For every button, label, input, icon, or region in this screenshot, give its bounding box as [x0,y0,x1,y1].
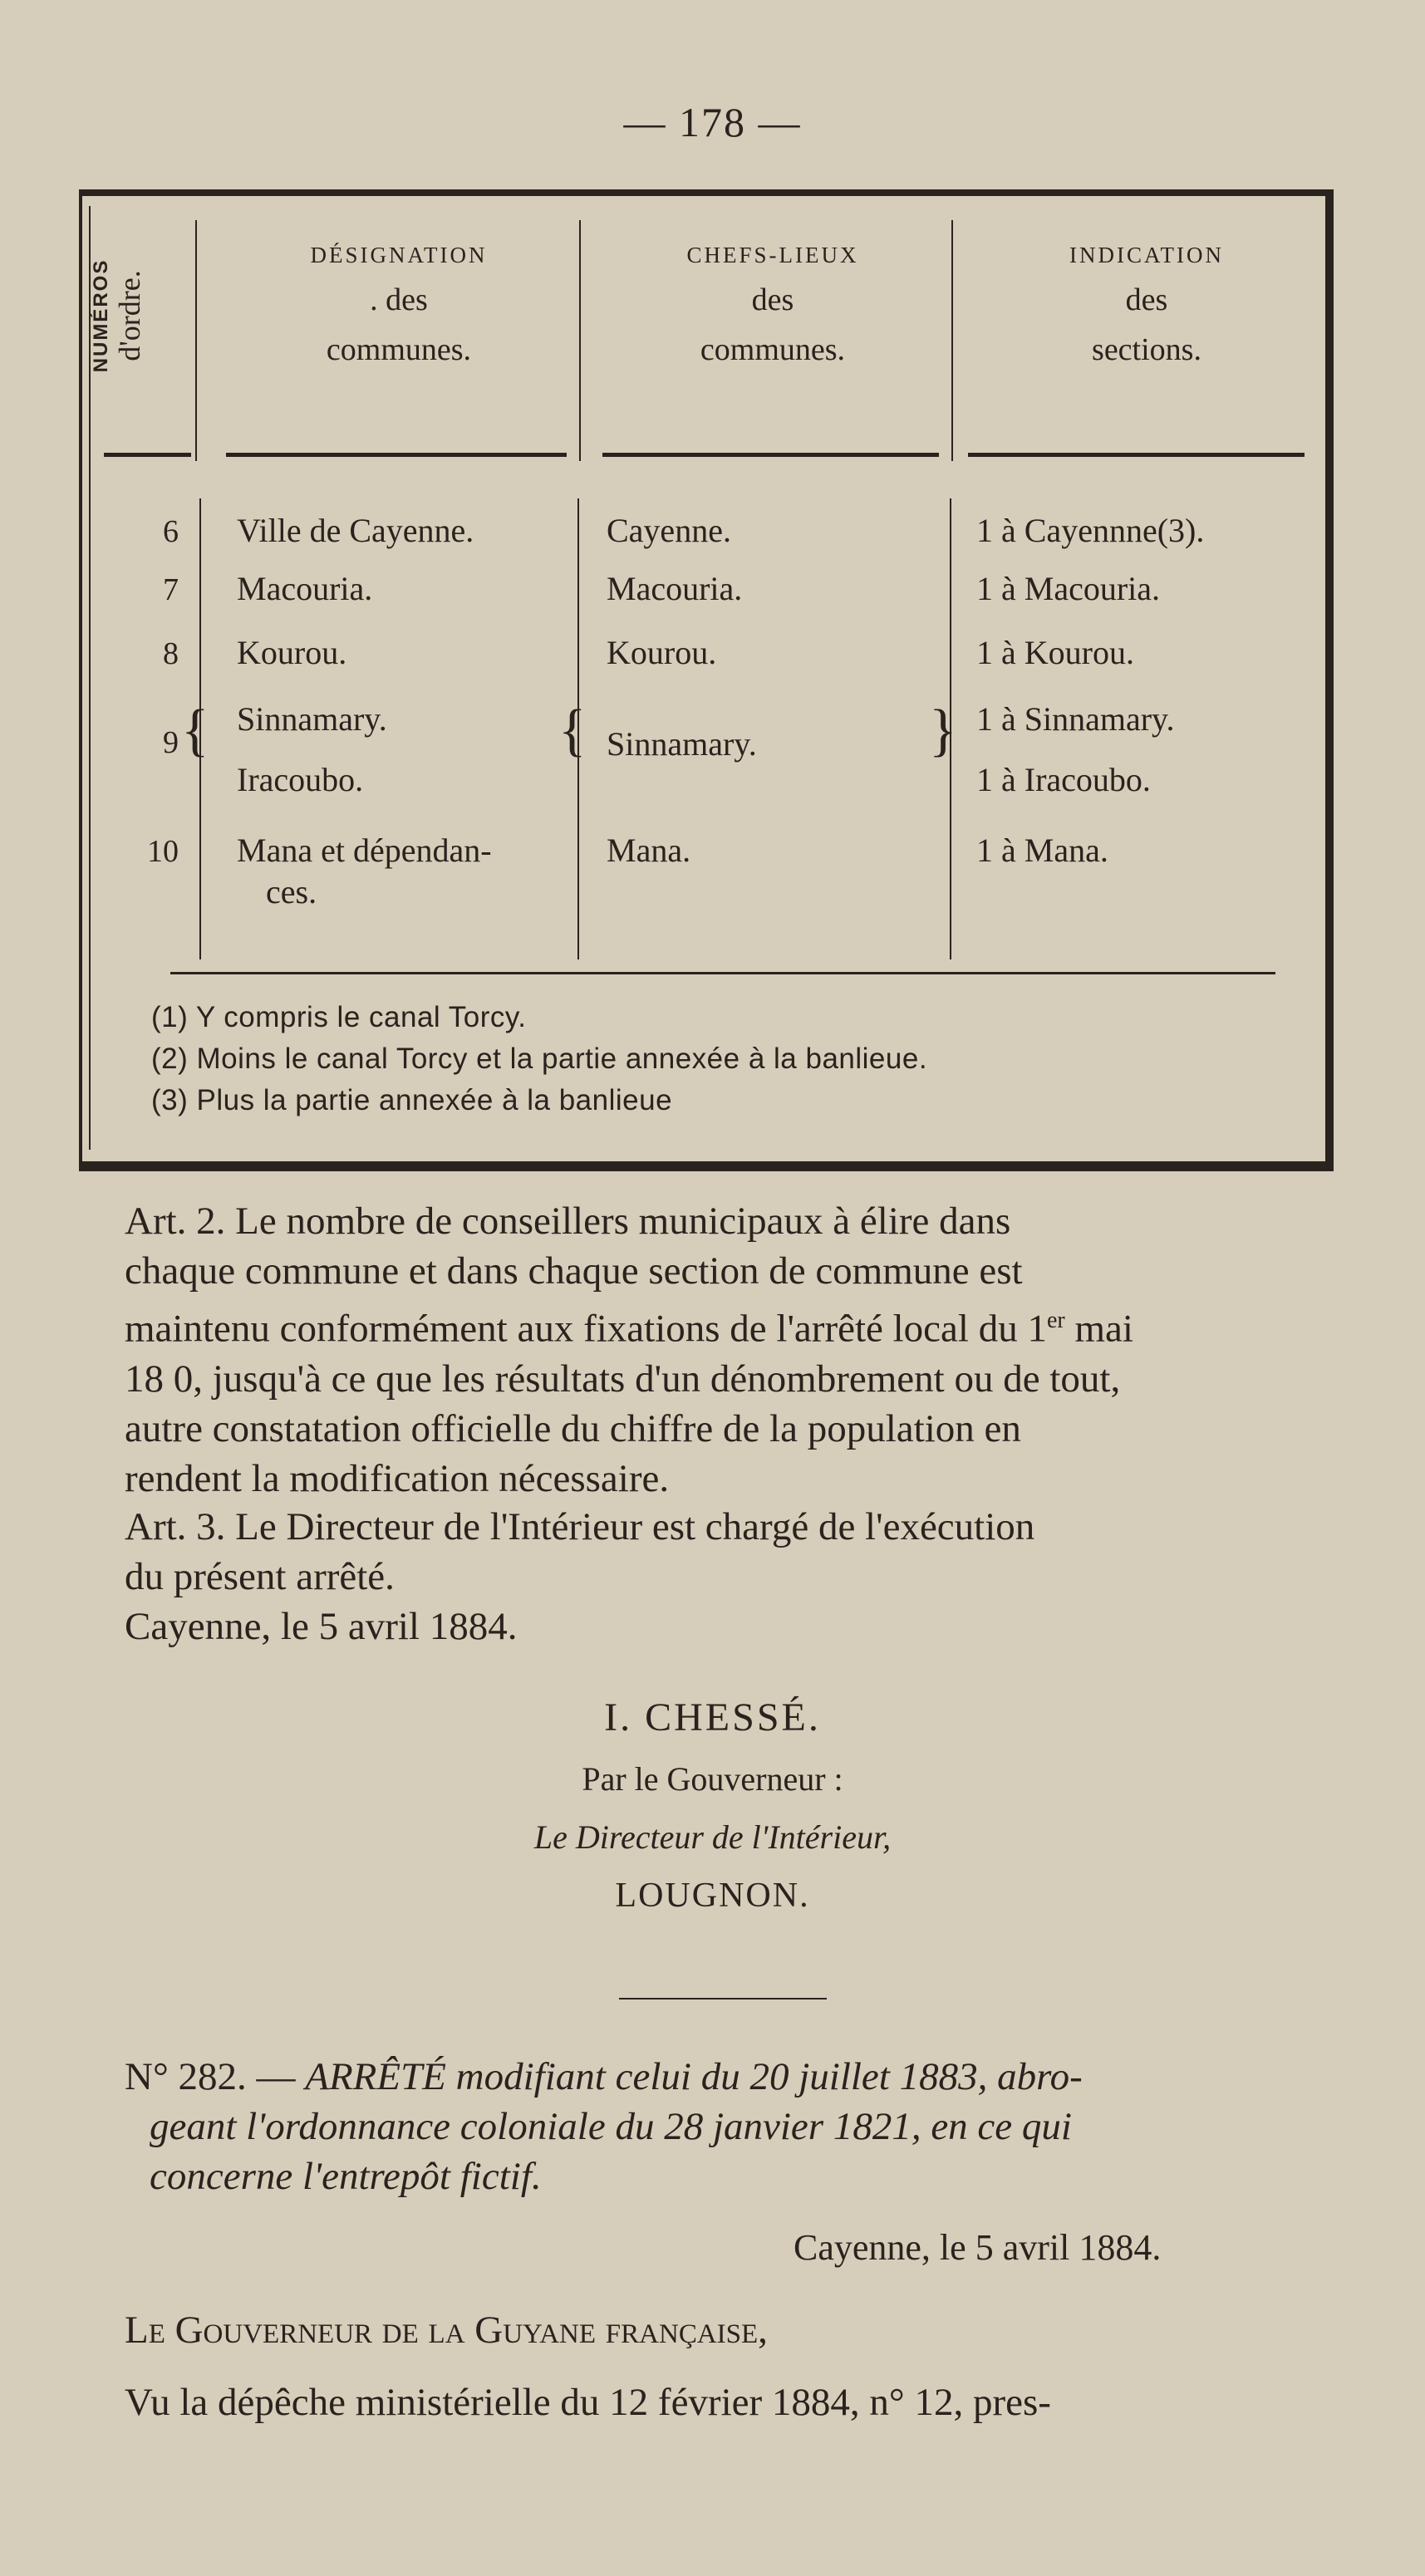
row-number: 10 [147,834,179,869]
art2-label: Art. 2. [125,1200,226,1243]
header-numeros-label: NUMÉROS [90,258,112,373]
art2-line3: maintenu conformément aux fixations de l'arrêté local du 1er mai [125,1307,1133,1351]
header-chefs-lieux-title: CHEFS-LIEUX [686,243,859,267]
art2-paragraph [125,1196,1329,1504]
row-section: 1 à Iracoubo. [976,761,1151,798]
art3-line2: du présent arrêté. [125,1555,395,1598]
vu-line: Vu la dépêche ministérielle du 12 février 1884, n° 12, pres- [125,2381,1051,2424]
header-rule [104,453,191,457]
row-number: 7 [163,572,179,607]
header-chefs-lieux-communes: communes. [700,332,846,367]
art2-line1: Le nombre de conseillers municipaux à élire dans [235,1200,1011,1243]
row-section: 1 à Cayennne(3). [976,512,1205,549]
row-commune-cont: ces. [266,873,317,910]
row-commune: Iracoubo. [237,761,364,798]
table-bottom-rule [170,972,1275,974]
header-chefs-lieux [582,243,964,368]
row-brace: { [558,699,587,763]
row-brace: } [929,699,957,763]
art2-line4: 18 0, jusqu'à ce que les résultats d'un dénombrement ou de tout, [125,1357,1121,1401]
gouverneur-line: Le Gouverneur de la Guyane française, [125,2309,768,2352]
art3-label: Art. 3. [125,1505,226,1548]
row-chef-lieu: Cayenne. [607,512,731,549]
row-brace: { [181,699,209,763]
row-number: 8 [163,636,179,671]
row-section: 1 à Kourou. [976,634,1134,671]
arrete-date: Cayenne, le 5 avril 1884. [794,2227,1162,2268]
header-indication-sections: sections. [1092,332,1201,367]
row-chef-lieu: Kourou. [607,634,717,671]
table-frame-bottom [79,1163,1334,1171]
row-chef-lieu: Macouria. [607,570,743,607]
signature-director: LOUGNON. [615,1877,810,1915]
art2-line2: chaque commune et dans chaque section de commune est [125,1249,1023,1293]
row-number: 9 [163,725,179,760]
arrete-title-l3: concerne l'entrepôt fictif. [150,2155,542,2198]
row-commune: Mana et dépendan- [237,832,492,869]
art3-paragraph [125,1502,1329,1602]
page-number: — 178 — [623,99,802,145]
date-signature-place: Cayenne, le 5 avril 1884. [125,1605,518,1648]
header-rule [226,453,567,457]
footnote: (1) Y compris le canal Torcy. [151,1001,527,1033]
header-designation [204,243,594,368]
header-indication [956,243,1338,368]
row-number: 6 [163,514,179,549]
row-section: 1 à Mana. [976,832,1108,869]
row-chef-lieu: Mana. [607,832,691,869]
art3-line1: Le Directeur de l'Intérieur est chargé de l'exécution [235,1505,1035,1548]
arrete-title-l1: ARRÊTÉ modifiant celui du 20 juillet 1883, abro- [305,2055,1083,2098]
header-indication-title: INDICATION [1069,243,1224,267]
header-rule [602,453,939,457]
header-chefs-lieux-des: des [751,282,794,317]
row-chef-lieu: Sinnamary. [607,725,757,763]
art2-line5: autre constatation officielle du chiffre de la population en [125,1406,1021,1450]
header-divider [951,220,953,461]
header-ordre-label: d'ordre. [113,270,146,361]
arrete-number: N° 282. [125,2055,247,2098]
header-designation-des: . des [370,282,428,317]
row-commune: Sinnamary. [237,700,387,738]
arrete-heading: N° 282. — ARRÊTÉ modifiant celui du 20 juillet 1883, abro- geant l'ordonnance coloniale du 28 janvier 1821, en ce qui concerne l'entrepôt fictif. [125,2052,1329,2201]
header-divider [579,220,581,461]
row-commune: Macouria. [237,570,373,607]
signature-par: Par le Gouverneur : [582,1760,843,1798]
row-section: 1 à Sinnamary. [976,700,1175,738]
header-divider [195,220,197,461]
row-commune: Ville de Cayenne. [237,512,474,549]
header-numeros [87,253,144,378]
header-designation-title: DÉSIGNATION [310,243,488,267]
header-indication-des: des [1125,282,1168,317]
footnote: (3) Plus la partie annexée à la banlieue [151,1084,673,1116]
signature-title: Le Directeur de l'Intérieur, [533,1818,892,1856]
row-commune: Kourou. [237,634,347,671]
row-section: 1 à Macouria. [976,570,1161,607]
header-rule [968,453,1305,457]
header-designation-communes: communes. [326,332,472,367]
separator [619,1998,827,1999]
art2-line6: rendent la modification nécessaire. [125,1456,670,1500]
footnote: (2) Moins le canal Torcy et la partie annexée à la banlieue. [151,1043,928,1075]
arrete-title-l2: geant l'ordonnance coloniale du 28 janvier 1821, en ce qui [150,2105,1072,2148]
signature-name: I. CHESSÉ. [604,1695,821,1739]
